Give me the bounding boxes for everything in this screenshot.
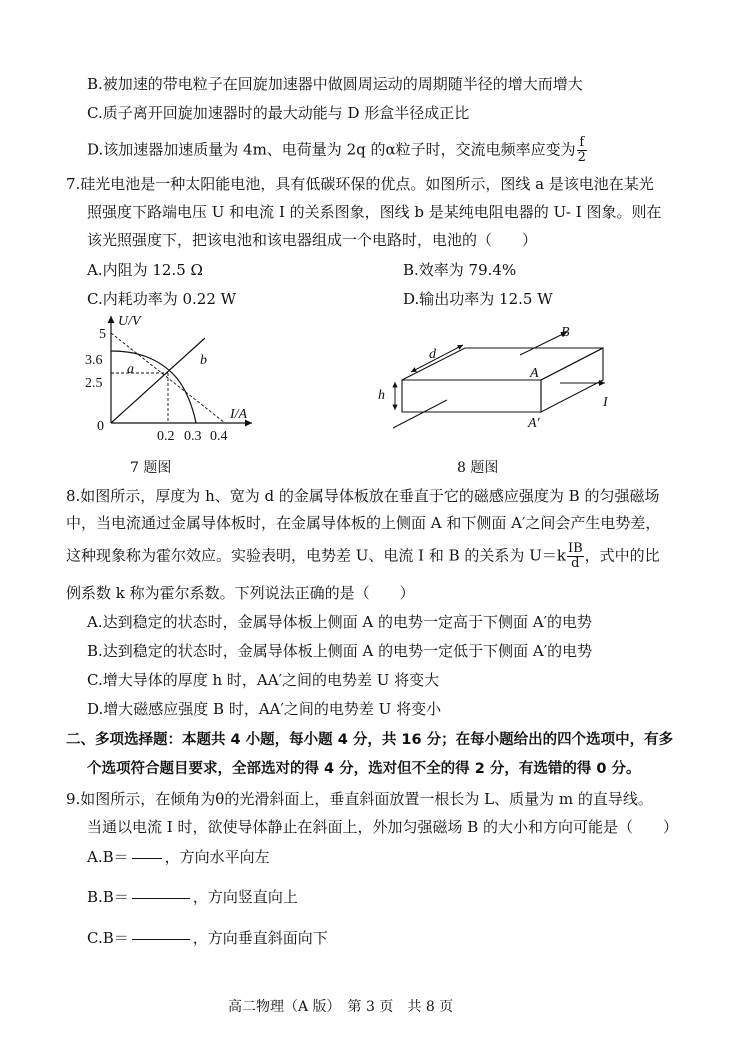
q9-option-b-post: ，方向竖直向上 (192, 888, 298, 906)
q9-option-c-post: ，方向垂直斜面向下 (192, 929, 328, 947)
x-tick-0-2: 0.2 (157, 429, 175, 444)
label-a-prime: A′ (528, 416, 540, 431)
figure-8-caption: 8 题图 (457, 460, 499, 476)
section-2-heading-line-1: 二、多项选择题：本题共 4 小题，每小题 4 分，共 16 分；在每小题给出的四个选项中，有多 (66, 732, 674, 748)
y-tick-2-5: 2.5 (85, 376, 103, 391)
label-a: A (530, 366, 539, 381)
fraction-numerator: IB (567, 541, 583, 556)
q6-option-c: C.质子离开回旋加速器时的最大动能与 D 形盒半径成正比 (87, 104, 470, 122)
q8-formula-fraction (567, 542, 584, 571)
q9-stem-line-1: 9.如图所示，在倾角为θ的光滑斜面上，垂直斜面放置一根长为 L、质量为 m 的直导线。 (66, 790, 653, 808)
slab-front-face (402, 380, 541, 412)
x-tick-0-4: 0.4 (210, 429, 228, 444)
q7-option-b: B.效率为 79.4% (403, 261, 517, 279)
q9-option-c (87, 928, 328, 948)
y-tick-5: 5 (99, 327, 106, 342)
q8-stem-line-3-post: ，式中的比 (584, 546, 660, 565)
q8-option-c: C.增大导体的厚度 h 时，AA′之间的电势差 U 将变大 (87, 671, 440, 689)
b-field-arrow (520, 332, 567, 355)
label-b: B (561, 325, 570, 340)
q8-stem-line-3-pre: 这种现象称为霍尔效应。实验表明，电势差 U、电流 I 和 B 的关系为 U＝k (66, 546, 566, 565)
q7-option-c: C.内耗功率为 0.22 W (87, 290, 237, 308)
label-h: h (378, 388, 385, 403)
y-axis-label: U/V (118, 314, 141, 329)
q9-option-c-pre: C.B＝ (87, 929, 129, 947)
q8-stem-line-2: 中，当电流通过金属导体板时，在金属导体板的上侧面 A 和下侧面 A′之间会产生电势差， (66, 514, 661, 532)
q9-option-a-post: ，方向水平向左 (164, 848, 270, 866)
q9-option-a (87, 847, 270, 867)
figure-7-caption: 7 题图 (130, 460, 172, 476)
label-d: d (429, 347, 436, 362)
fraction-numerator: f (577, 136, 587, 151)
q7-stem-line-2: 照强度下路端电压 U 和电流 I 的关系图象，图线 b 是某纯电阻电器的 U- I 图象。则在 (87, 203, 662, 221)
q8-option-b: B.达到稳定的状态时，金属导体板上侧面 A 的电势一定低于下侧面 A′的电势 (87, 642, 593, 660)
line-b (111, 338, 205, 423)
fraction-denominator: 2 (577, 150, 586, 165)
x-tick-0-3: 0.3 (184, 429, 202, 444)
page-footer: 高二物理（A 版） 第 3 页 共 8 页 (228, 999, 454, 1015)
fraction-denominator: d (571, 556, 580, 571)
q8-option-a: A.达到稳定的状态时，金属导体板上侧面 A 的电势一定高于下侧面 A′的电势 (87, 613, 592, 631)
q8-option-d: D.增大磁感应强度 B 时，AA′之间的电势差 U 将变小 (87, 700, 442, 718)
figure-7-graph (80, 308, 260, 448)
q8-stem-line-3 (66, 542, 660, 571)
formula-blank (132, 898, 190, 899)
q7-option-d: D.输出功率为 12.5 W (403, 290, 553, 308)
q6-option-b: B.被加速的带电粒子在回旋加速器中做圆周运动的周期随半径的增大而增大 (87, 75, 583, 93)
q7-stem-line-3: 该光照强度下，把该电池和该电器组成一个电路时，电池的（ ） (87, 231, 538, 249)
formula-blank (132, 939, 190, 940)
section-2-heading-line-2: 个选项符合题目要求，全部选对的得 4 分，选对但不全的得 2 分，有选错的得 0 分。 (87, 761, 641, 777)
q6-option-d-text: D.该加速器加速质量为 4m、电荷量为 2q 的α粒子时，交流电频率应变为 (87, 140, 576, 159)
q7-stem-line-1: 7.硅光电池是一种太阳能电池，具有低碳环保的优点。如图所示，图线 a 是该电池在某光 (66, 175, 654, 193)
slab-side-face (541, 348, 603, 412)
q9-option-b (87, 887, 298, 907)
y-tick-3-6: 3.6 (85, 353, 103, 368)
label-i: I (603, 395, 608, 410)
curve-a-label: a (127, 362, 134, 377)
origin-label: 0 (97, 419, 104, 434)
q7-option-a: A.内阻为 12.5 Ω (87, 261, 203, 279)
q9-option-a-pre: A.B＝ (87, 848, 129, 866)
figure-8-slab (375, 320, 615, 430)
line-b-label: b (200, 353, 207, 368)
q8-stem-line-1: 8.如图所示，厚度为 h、宽为 d 的金属导体板放在垂直于它的磁感应强度为 B 的匀强磁场 (66, 487, 660, 505)
q6-option-d (87, 136, 588, 165)
x-axis-label: I/A (230, 407, 248, 422)
formula-blank (132, 858, 162, 859)
q9-option-b-pre: B.B＝ (87, 888, 129, 906)
q9-stem-line-2: 当通以电流 I 时，欲使导体静止在斜面上，外加匀强磁场 B 的大小和方向可能是（ ） (87, 818, 679, 836)
q8-stem-line-4: 例系数 k 称为霍尔系数。下列说法正确的是（ ） (66, 584, 415, 602)
incoming-line (393, 400, 447, 428)
q6-option-d-fraction (577, 136, 587, 165)
d-dimension-arrow-back (411, 345, 463, 372)
